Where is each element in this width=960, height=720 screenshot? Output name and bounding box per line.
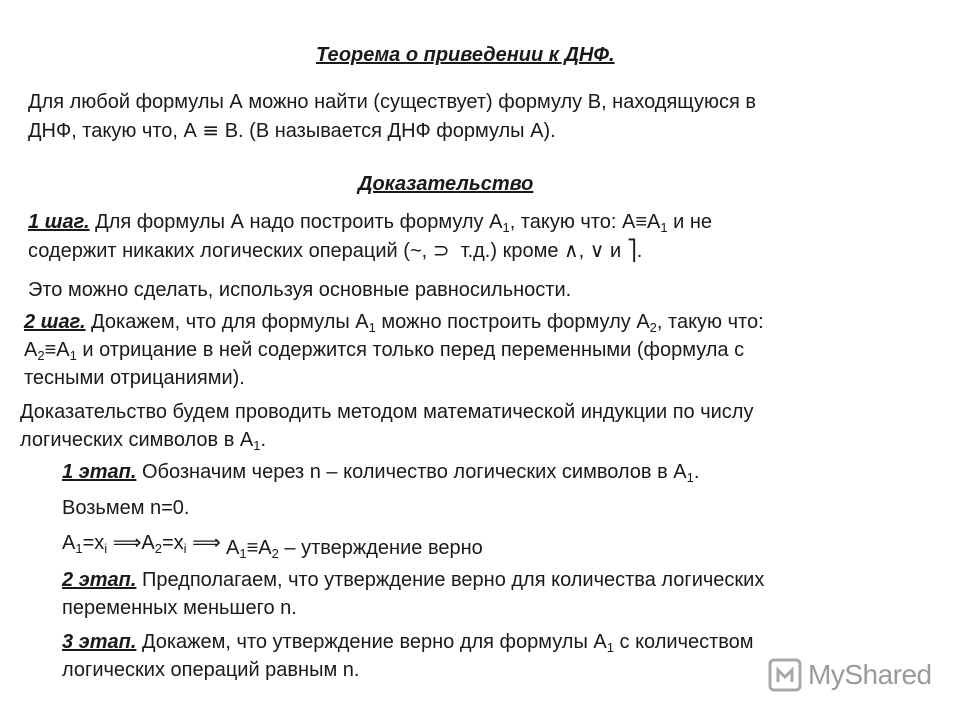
theorem-line-1: Для любой формулы А можно найти (существует) формулу В, находящуюся в [28,91,756,113]
page-title: Теорема о приведении к ДНФ. [316,44,615,66]
step2-line-1: 2 шаг. Докажем, что для формулы $А_1$ можно построить формулу $А_2$, такую что: [24,311,764,335]
stage2-label: 2 этап. [62,569,137,591]
conjunction-icon: ∧ [564,238,579,262]
stage2-line-1: 2 этап. Предполагаем, что утверждение верно для количества логических [62,569,765,591]
implication-icon: ⊃ [432,238,450,262]
myshared-logo-icon [768,658,802,692]
stage2-line-2: переменных меньшего n. [62,597,297,619]
induction-line-2: логических символов в $А_1$. [20,429,267,453]
stage3-label: 3 этап. [62,631,137,653]
implies-arrow-icon: ⟹ [112,530,142,554]
step1-line-1: 1 шаг. Для формулы А надо построить формулу $А_1$, такую что: $А\equiv А_1$ и не [28,211,713,235]
induction-line-1: Доказательство будем проводить методом математической индукции по числу [20,401,754,423]
stage1-take: Возьмем n=0. [62,497,190,519]
step1-note: Это можно сделать, используя основные равносильности. [28,279,572,301]
stage1-formula: $А_1=x_i$ $⟹А_2=x_i$ ⟹ [62,530,221,556]
proof-heading: Доказательство [358,173,534,195]
stage1-line: 1 этап. Обозначим через n – количество логических символов в $А_1$. [62,461,700,485]
step1-label: 1 шаг. [28,211,90,233]
stage3-line-2: логических операций равным n. [62,659,360,681]
implies-arrow-icon-2: ⟹ [192,530,221,554]
disjunction-icon: ∨ [589,238,605,262]
theorem-line-2: ДНФ, такую что, А ≡ В. (В называется ДНФ формулы А). [28,118,556,142]
stage1-label: 1 этап. [62,461,137,483]
negation-icon: ⎤ [626,238,637,262]
equivalence-icon: ≡ [202,118,220,142]
stage1-result: $А_1\equiv А_2$ – утверждение верно [226,537,483,561]
step1-line-2: содержит никаких логических операций (~, ⊃ т.д.) кроме ∧, ∨ и ⎤. [28,238,643,262]
step2-line-2: $А_2\equiv А_1$ и отрицание в ней содержится только перед переменными (формула с [24,339,745,363]
watermark-text: MyShared [808,659,932,690]
watermark [768,658,932,692]
step2-line-3: тесными отрицаниями). [24,367,245,389]
stage3-line-1: 3 этап. Докажем, что утверждение верно для формулы $А_1$ с количеством [62,631,754,655]
step2-label: 2 шаг. [24,311,86,333]
